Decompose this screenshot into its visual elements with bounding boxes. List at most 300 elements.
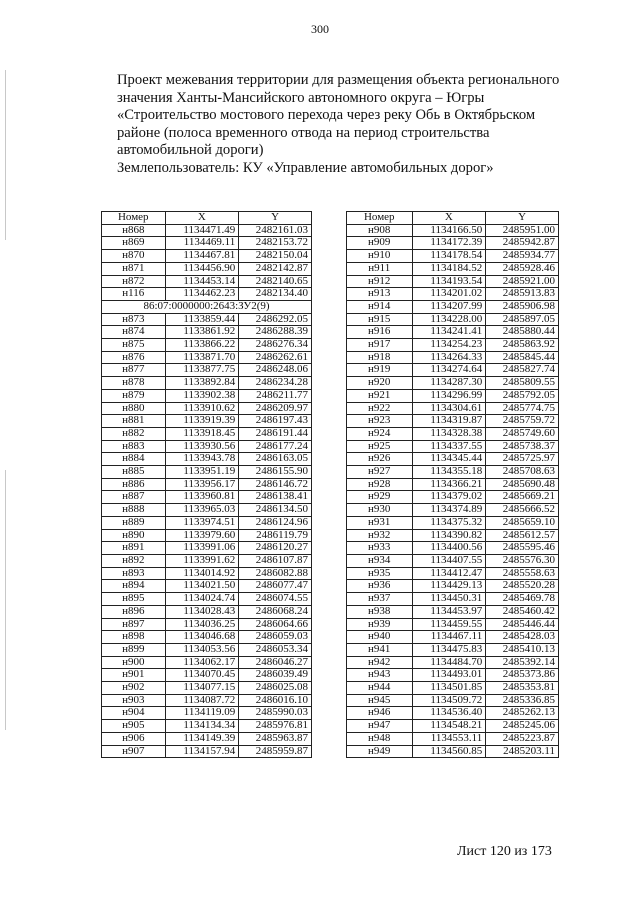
y-coordinate-cell: 2485725.97 xyxy=(486,453,559,466)
table-row xyxy=(347,377,559,390)
y-coordinate-cell: 2485223.87 xyxy=(486,732,559,745)
point-number-cell: н921 xyxy=(347,389,413,402)
y-coordinate-cell: 2486209.97 xyxy=(239,402,312,415)
x-coordinate-cell: 1134287.30 xyxy=(412,377,486,390)
y-coordinate-cell: 2485595.46 xyxy=(486,542,559,555)
x-coordinate-cell: 1133918.45 xyxy=(165,427,239,440)
y-coordinate-cell: 2485928.46 xyxy=(486,262,559,275)
x-coordinate-cell: 1134453.14 xyxy=(165,275,239,288)
point-number-cell: н941 xyxy=(347,643,413,656)
table-row xyxy=(347,656,559,669)
point-number-cell: н924 xyxy=(347,427,413,440)
point-number-cell: н926 xyxy=(347,453,413,466)
table-row xyxy=(102,542,312,555)
x-coordinate-cell: 1134548.21 xyxy=(412,720,486,733)
y-coordinate-cell: 2486134.50 xyxy=(239,504,312,517)
point-number-cell: н908 xyxy=(347,224,413,237)
x-coordinate-cell: 1134560.85 xyxy=(412,745,486,758)
sheet-counter: Лист 120 из 173 xyxy=(457,844,552,859)
point-number-cell: н936 xyxy=(347,580,413,593)
point-number-cell: н898 xyxy=(102,631,166,644)
point-number-cell: н895 xyxy=(102,593,166,606)
y-coordinate-cell: 2485913.83 xyxy=(486,288,559,301)
table-row xyxy=(347,529,559,542)
point-number-cell: н881 xyxy=(102,415,166,428)
x-coordinate-cell: 1134254.23 xyxy=(412,339,486,352)
x-coordinate-cell: 1134157.94 xyxy=(165,745,239,758)
point-number-cell: н876 xyxy=(102,351,166,364)
x-coordinate-cell: 1134429.13 xyxy=(412,580,486,593)
table-row xyxy=(347,720,559,733)
y-coordinate-cell: 2485827.74 xyxy=(486,364,559,377)
table-row xyxy=(102,478,312,491)
point-number-cell: н907 xyxy=(102,745,166,758)
x-coordinate-cell: 1133877.75 xyxy=(165,364,239,377)
x-coordinate-cell: 1133910.62 xyxy=(165,402,239,415)
table-row xyxy=(102,554,312,567)
table-row xyxy=(347,351,559,364)
point-number-cell: н909 xyxy=(347,237,413,250)
point-number-cell: н882 xyxy=(102,427,166,440)
table-row xyxy=(347,224,559,237)
point-number-cell: н116 xyxy=(102,288,166,301)
y-coordinate-cell: 2486119.79 xyxy=(239,529,312,542)
point-number-cell: н877 xyxy=(102,364,166,377)
y-coordinate-cell: 2485921.00 xyxy=(486,275,559,288)
x-coordinate-cell: 1134077.15 xyxy=(165,682,239,695)
table-row xyxy=(347,732,559,745)
table-row xyxy=(102,440,312,453)
heading-line: значения Ханты-Мансийского автономного округа – Югры xyxy=(117,89,485,106)
table-row xyxy=(102,377,312,390)
y-coordinate-cell: 2485759.72 xyxy=(486,415,559,428)
scan-margin-mark xyxy=(5,70,6,240)
point-number-cell: н900 xyxy=(102,656,166,669)
table-row xyxy=(347,580,559,593)
y-coordinate-cell: 2485336.85 xyxy=(486,694,559,707)
scan-margin-mark xyxy=(5,470,6,730)
table-row xyxy=(347,618,559,631)
point-number-cell: н874 xyxy=(102,326,166,339)
table-row xyxy=(347,694,559,707)
point-number-cell: н889 xyxy=(102,516,166,529)
y-coordinate-cell: 2486146.72 xyxy=(239,478,312,491)
point-number-cell: н937 xyxy=(347,593,413,606)
document-heading xyxy=(117,72,587,177)
table-row xyxy=(347,745,559,758)
x-coordinate-cell: 1134024.74 xyxy=(165,593,239,606)
table-row xyxy=(347,567,559,580)
y-coordinate-cell: 2486120.27 xyxy=(239,542,312,555)
table-row xyxy=(347,491,559,504)
right-table-rows xyxy=(347,224,559,758)
point-number-cell: н894 xyxy=(102,580,166,593)
x-coordinate-cell: 1133871.70 xyxy=(165,351,239,364)
y-coordinate-cell: 2486292.05 xyxy=(239,313,312,326)
table-row xyxy=(347,516,559,529)
x-coordinate-cell: 1133919.39 xyxy=(165,415,239,428)
x-coordinate-cell: 1134046.68 xyxy=(165,631,239,644)
column-header-x: X xyxy=(412,212,486,225)
table-row xyxy=(347,402,559,415)
table-row xyxy=(347,288,559,301)
y-coordinate-cell: 2485863.92 xyxy=(486,339,559,352)
x-coordinate-cell: 1134467.81 xyxy=(165,250,239,263)
table-row xyxy=(102,745,312,758)
x-coordinate-cell: 1133979.60 xyxy=(165,529,239,542)
x-coordinate-cell: 1134028.43 xyxy=(165,605,239,618)
heading-line: Землепользователь: КУ «Управление автомобильных дорог» xyxy=(117,159,494,176)
table-row xyxy=(347,542,559,555)
x-coordinate-cell: 1133991.06 xyxy=(165,542,239,555)
table-row xyxy=(102,313,312,326)
point-number-cell: н938 xyxy=(347,605,413,618)
y-coordinate-cell: 2485659.10 xyxy=(486,516,559,529)
point-number-cell: н920 xyxy=(347,377,413,390)
y-coordinate-cell: 2485576.30 xyxy=(486,554,559,567)
y-coordinate-cell: 2485774.75 xyxy=(486,402,559,415)
x-coordinate-cell: 1134400.56 xyxy=(412,542,486,555)
y-coordinate-cell: 2485558.63 xyxy=(486,567,559,580)
table-row xyxy=(102,453,312,466)
x-coordinate-cell: 1134493.01 xyxy=(412,669,486,682)
point-number-cell: н883 xyxy=(102,440,166,453)
point-number-cell: н905 xyxy=(102,720,166,733)
point-number-cell: н902 xyxy=(102,682,166,695)
point-number-cell: н914 xyxy=(347,300,413,313)
x-coordinate-cell: 1134207.99 xyxy=(412,300,486,313)
table-row xyxy=(347,415,559,428)
x-coordinate-cell: 1134319.87 xyxy=(412,415,486,428)
table-row xyxy=(347,250,559,263)
point-number-cell: н904 xyxy=(102,707,166,720)
point-number-cell: н901 xyxy=(102,669,166,682)
heading-line: Проект межевания территории для размещения объекта регионального xyxy=(117,72,560,88)
x-coordinate-cell: 1134021.50 xyxy=(165,580,239,593)
x-coordinate-cell: 1133991.62 xyxy=(165,554,239,567)
point-number-cell: н903 xyxy=(102,694,166,707)
x-coordinate-cell: 1134193.54 xyxy=(412,275,486,288)
table-row xyxy=(102,580,312,593)
x-coordinate-cell: 1133930.56 xyxy=(165,440,239,453)
table-row xyxy=(102,567,312,580)
table-row xyxy=(102,237,312,250)
y-coordinate-cell: 2485469.78 xyxy=(486,593,559,606)
table-row xyxy=(102,631,312,644)
y-coordinate-cell: 2486059.03 xyxy=(239,631,312,644)
x-coordinate-cell: 1134407.55 xyxy=(412,554,486,567)
point-number-cell: н887 xyxy=(102,491,166,504)
point-number-cell: н932 xyxy=(347,529,413,542)
point-number-cell: н886 xyxy=(102,478,166,491)
table-row xyxy=(102,643,312,656)
point-number-cell: н939 xyxy=(347,618,413,631)
y-coordinate-cell: 2485410.13 xyxy=(486,643,559,656)
point-number-cell: н879 xyxy=(102,389,166,402)
point-number-cell: н933 xyxy=(347,542,413,555)
x-coordinate-cell: 1134337.55 xyxy=(412,440,486,453)
point-number-cell: н944 xyxy=(347,682,413,695)
y-coordinate-cell: 2485690.48 xyxy=(486,478,559,491)
point-number-cell: н935 xyxy=(347,567,413,580)
y-coordinate-cell: 2485460.42 xyxy=(486,605,559,618)
y-coordinate-cell: 2482140.65 xyxy=(239,275,312,288)
y-coordinate-cell: 2486177.24 xyxy=(239,440,312,453)
table-row xyxy=(102,605,312,618)
y-coordinate-cell: 2482142.87 xyxy=(239,262,312,275)
y-coordinate-cell: 2486138.41 xyxy=(239,491,312,504)
x-coordinate-cell: 1134184.52 xyxy=(412,262,486,275)
x-coordinate-cell: 1134475.83 xyxy=(412,643,486,656)
point-number-cell: н916 xyxy=(347,326,413,339)
heading-line: районе (полоса временного отвода на период строительства xyxy=(117,124,490,141)
x-coordinate-cell: 1134450.31 xyxy=(412,593,486,606)
x-coordinate-cell: 1133859.44 xyxy=(165,313,239,326)
x-coordinate-cell: 1134053.56 xyxy=(165,643,239,656)
x-coordinate-cell: 1133902.38 xyxy=(165,389,239,402)
y-coordinate-cell: 2485792.05 xyxy=(486,389,559,402)
y-coordinate-cell: 2485373.86 xyxy=(486,669,559,682)
x-coordinate-cell: 1134355.18 xyxy=(412,466,486,479)
point-number-cell: н942 xyxy=(347,656,413,669)
table-row xyxy=(102,466,312,479)
heading-line: «Строительство мостового перехода через реку Обь в Октябрьском xyxy=(117,107,536,123)
x-coordinate-cell: 1134453.97 xyxy=(412,605,486,618)
table-row xyxy=(102,618,312,631)
table-row xyxy=(347,478,559,491)
x-coordinate-cell: 1134484.70 xyxy=(412,656,486,669)
y-coordinate-cell: 2485520.28 xyxy=(486,580,559,593)
y-coordinate-cell: 2485669.21 xyxy=(486,491,559,504)
point-number-cell: н869 xyxy=(102,237,166,250)
point-number-cell: н896 xyxy=(102,605,166,618)
table-row xyxy=(102,529,312,542)
x-coordinate-cell: 1134366.21 xyxy=(412,478,486,491)
y-coordinate-cell: 2486163.05 xyxy=(239,453,312,466)
y-coordinate-cell: 2486107.87 xyxy=(239,554,312,567)
y-coordinate-cell: 2486039.49 xyxy=(239,669,312,682)
x-coordinate-cell: 1134149.39 xyxy=(165,732,239,745)
point-number-cell: н925 xyxy=(347,440,413,453)
point-number-cell: н910 xyxy=(347,250,413,263)
y-coordinate-cell: 2485976.81 xyxy=(239,720,312,733)
y-coordinate-cell: 2485428.03 xyxy=(486,631,559,644)
table-row xyxy=(102,415,312,428)
y-coordinate-cell: 2486053.34 xyxy=(239,643,312,656)
x-coordinate-cell: 1134467.11 xyxy=(412,631,486,644)
y-coordinate-cell: 2486124.96 xyxy=(239,516,312,529)
x-coordinate-cell: 1134390.82 xyxy=(412,529,486,542)
left-table-bottom-rows xyxy=(102,313,312,758)
point-number-cell: н873 xyxy=(102,313,166,326)
x-coordinate-cell: 1134471.49 xyxy=(165,224,239,237)
x-coordinate-cell: 1134119.09 xyxy=(165,707,239,720)
y-coordinate-cell: 2486046.27 xyxy=(239,656,312,669)
left-table-top-rows xyxy=(102,224,312,300)
y-coordinate-cell: 2482150.04 xyxy=(239,250,312,263)
y-coordinate-cell: 2486082.88 xyxy=(239,567,312,580)
x-coordinate-cell: 1134070.45 xyxy=(165,669,239,682)
table-row xyxy=(347,389,559,402)
y-coordinate-cell: 2485959.87 xyxy=(239,745,312,758)
point-number-cell: н899 xyxy=(102,643,166,656)
table-row xyxy=(102,250,312,263)
table-row xyxy=(347,313,559,326)
point-number-cell: н878 xyxy=(102,377,166,390)
point-number-cell: н893 xyxy=(102,567,166,580)
section-row xyxy=(102,300,312,313)
x-coordinate-cell: 1134296.99 xyxy=(412,389,486,402)
column-header-number: Номер xyxy=(102,212,166,225)
y-coordinate-cell: 2485934.77 xyxy=(486,250,559,263)
table-row xyxy=(102,224,312,237)
y-coordinate-cell: 2486077.47 xyxy=(239,580,312,593)
x-coordinate-cell: 1133956.17 xyxy=(165,478,239,491)
point-number-cell: н934 xyxy=(347,554,413,567)
table-row xyxy=(102,656,312,669)
point-number-cell: н885 xyxy=(102,466,166,479)
table-row xyxy=(102,288,312,301)
x-coordinate-cell: 1133965.03 xyxy=(165,504,239,517)
y-coordinate-cell: 2485262.13 xyxy=(486,707,559,720)
table-row xyxy=(347,326,559,339)
y-coordinate-cell: 2485353.81 xyxy=(486,682,559,695)
x-coordinate-cell: 1134459.55 xyxy=(412,618,486,631)
table-row xyxy=(347,262,559,275)
y-coordinate-cell: 2485809.55 xyxy=(486,377,559,390)
y-coordinate-cell: 2486025.08 xyxy=(239,682,312,695)
point-number-cell: н943 xyxy=(347,669,413,682)
y-coordinate-cell: 2482134.40 xyxy=(239,288,312,301)
table-row xyxy=(347,631,559,644)
table-row xyxy=(102,389,312,402)
x-coordinate-cell: 1134036.25 xyxy=(165,618,239,631)
x-coordinate-cell: 1134536.40 xyxy=(412,707,486,720)
point-number-cell: н946 xyxy=(347,707,413,720)
x-coordinate-cell: 1134264.33 xyxy=(412,351,486,364)
y-coordinate-cell: 2485203.11 xyxy=(486,745,559,758)
table-row xyxy=(102,707,312,720)
point-number-cell: н875 xyxy=(102,339,166,352)
point-number-cell: н884 xyxy=(102,453,166,466)
point-number-cell: н911 xyxy=(347,262,413,275)
x-coordinate-cell: 1133951.19 xyxy=(165,466,239,479)
point-number-cell: н922 xyxy=(347,402,413,415)
y-coordinate-cell: 2485749.60 xyxy=(486,427,559,440)
y-coordinate-cell: 2486234.28 xyxy=(239,377,312,390)
table-row xyxy=(102,326,312,339)
y-coordinate-cell: 2485392.14 xyxy=(486,656,559,669)
x-coordinate-cell: 1134328.38 xyxy=(412,427,486,440)
table-row xyxy=(347,466,559,479)
y-coordinate-cell: 2485963.87 xyxy=(239,732,312,745)
point-number-cell: н915 xyxy=(347,313,413,326)
point-number-cell: н892 xyxy=(102,554,166,567)
point-number-cell: н929 xyxy=(347,491,413,504)
point-number-cell: н872 xyxy=(102,275,166,288)
x-coordinate-cell: 1134014.92 xyxy=(165,567,239,580)
point-number-cell: н947 xyxy=(347,720,413,733)
x-coordinate-cell: 1133974.51 xyxy=(165,516,239,529)
point-number-cell: н891 xyxy=(102,542,166,555)
point-number-cell: н948 xyxy=(347,732,413,745)
table-row xyxy=(347,682,559,695)
x-coordinate-cell: 1133943.78 xyxy=(165,453,239,466)
y-coordinate-cell: 2485897.05 xyxy=(486,313,559,326)
table-row xyxy=(347,275,559,288)
table-row xyxy=(102,262,312,275)
y-coordinate-cell: 2485738.37 xyxy=(486,440,559,453)
y-coordinate-cell: 2486068.24 xyxy=(239,605,312,618)
table-row xyxy=(102,732,312,745)
x-coordinate-cell: 1134412.47 xyxy=(412,567,486,580)
y-coordinate-cell: 2486191.44 xyxy=(239,427,312,440)
x-coordinate-cell: 1134501.85 xyxy=(412,682,486,695)
y-coordinate-cell: 2486016.10 xyxy=(239,694,312,707)
table-row xyxy=(102,504,312,517)
y-coordinate-cell: 2486064.66 xyxy=(239,618,312,631)
y-coordinate-cell: 2485906.98 xyxy=(486,300,559,313)
point-number-cell: н871 xyxy=(102,262,166,275)
y-coordinate-cell: 2485880.44 xyxy=(486,326,559,339)
table-row xyxy=(347,453,559,466)
point-number-cell: н868 xyxy=(102,224,166,237)
y-coordinate-cell: 2486211.77 xyxy=(239,389,312,402)
table-row xyxy=(102,720,312,733)
cadastral-section-label: 86:07:0000000:2643:ЗУ2(9) xyxy=(102,300,312,313)
point-number-cell: н888 xyxy=(102,504,166,517)
point-number-cell: н890 xyxy=(102,529,166,542)
coordinates-table-right xyxy=(346,211,559,758)
x-coordinate-cell: 1133861.92 xyxy=(165,326,239,339)
x-coordinate-cell: 1133892.84 xyxy=(165,377,239,390)
point-number-cell: н913 xyxy=(347,288,413,301)
table-row xyxy=(102,339,312,352)
x-coordinate-cell: 1133866.22 xyxy=(165,339,239,352)
coordinates-table-left xyxy=(101,211,312,758)
y-coordinate-cell: 2485612.57 xyxy=(486,529,559,542)
table-row xyxy=(102,364,312,377)
y-coordinate-cell: 2486262.61 xyxy=(239,351,312,364)
x-coordinate-cell: 1134469.11 xyxy=(165,237,239,250)
table-row xyxy=(347,364,559,377)
table-row xyxy=(347,504,559,517)
x-coordinate-cell: 1134062.17 xyxy=(165,656,239,669)
y-coordinate-cell: 2486276.34 xyxy=(239,339,312,352)
point-number-cell: н923 xyxy=(347,415,413,428)
table-header-row xyxy=(102,212,312,225)
point-number-cell: н931 xyxy=(347,516,413,529)
table-row xyxy=(347,643,559,656)
table-row xyxy=(102,275,312,288)
column-header-y: Y xyxy=(486,212,559,225)
x-coordinate-cell: 1134345.44 xyxy=(412,453,486,466)
table-row xyxy=(102,516,312,529)
point-number-cell: н940 xyxy=(347,631,413,644)
x-coordinate-cell: 1134375.32 xyxy=(412,516,486,529)
point-number-cell: н912 xyxy=(347,275,413,288)
point-number-cell: н928 xyxy=(347,478,413,491)
y-coordinate-cell: 2482153.72 xyxy=(239,237,312,250)
table-row xyxy=(347,605,559,618)
table-row xyxy=(102,351,312,364)
x-coordinate-cell: 1134462.23 xyxy=(165,288,239,301)
table-row xyxy=(347,237,559,250)
x-coordinate-cell: 1134087.72 xyxy=(165,694,239,707)
table-row xyxy=(347,593,559,606)
y-coordinate-cell: 2485845.44 xyxy=(486,351,559,364)
column-header-x: X xyxy=(165,212,239,225)
